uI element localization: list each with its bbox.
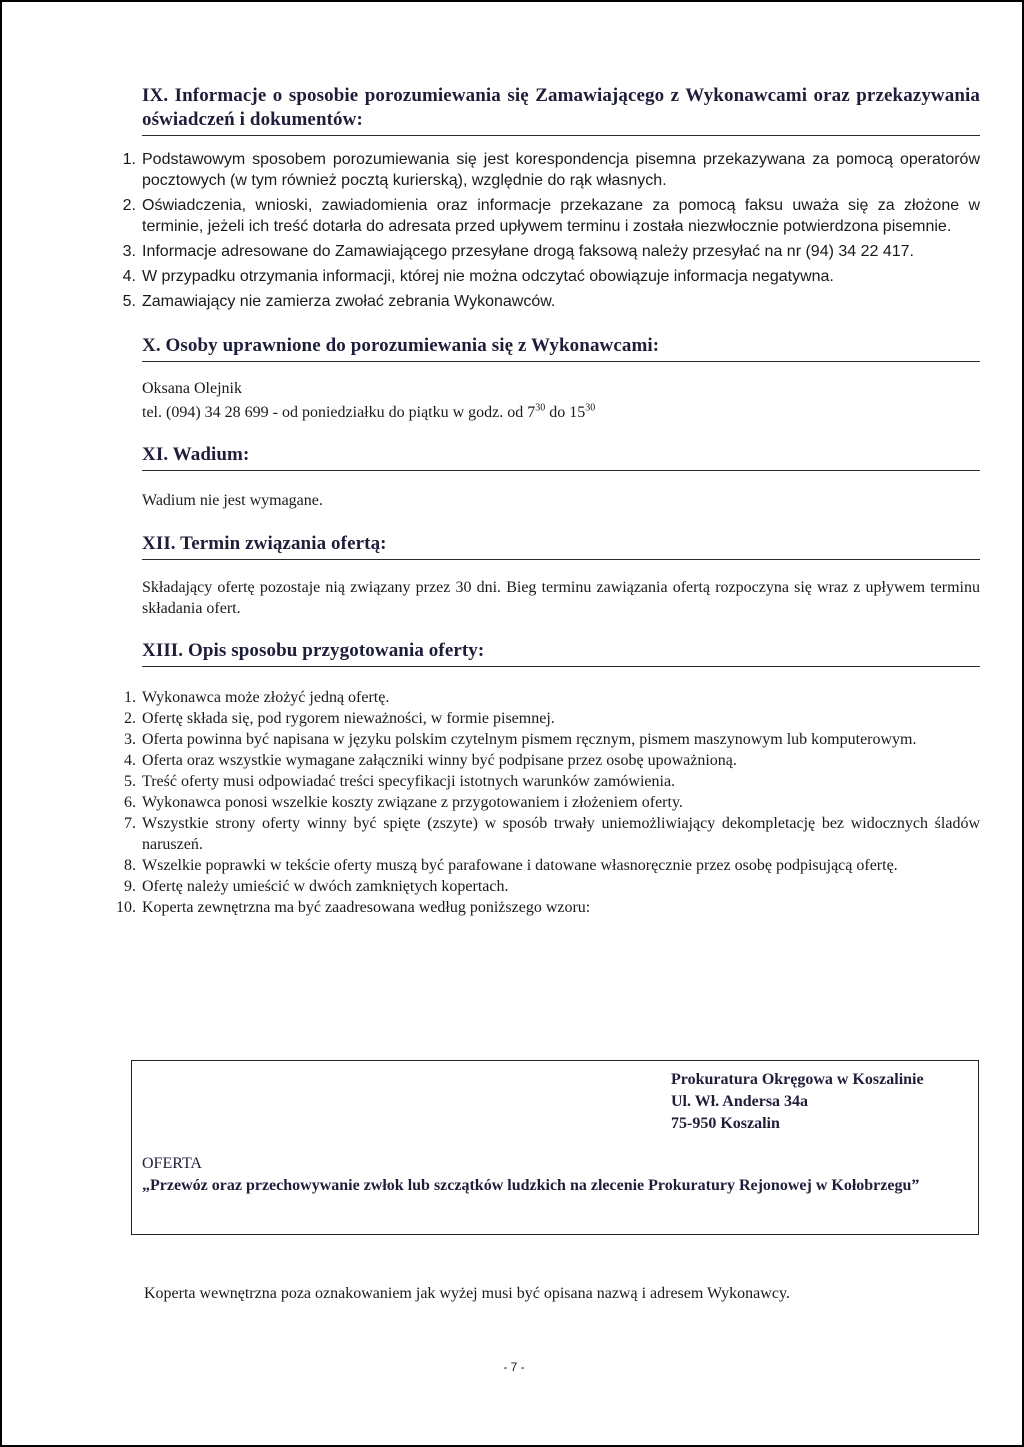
section-ix-heading: IX. Informacje o sposobie porozumiewania się Zamawiającego z Wykonawcami oraz przekazywania oświadczeń i dokumentów: <box>142 85 980 130</box>
offer-title: „Przewóz oraz przechowywanie zwłok lub szczątków ludzkich na zlecenie Prokuratury Rejonowej w Kołobrzegu” <box>142 1177 920 1194</box>
section-ix-list <box>122 149 980 312</box>
envelope-address <box>671 1069 924 1135</box>
section-x-rule <box>142 361 980 362</box>
page-number: - 7 - <box>503 1360 525 1374</box>
contact-phone-text: tel. (094) 34 28 699 - od poniedziałku do piątku w godz. od 7 <box>142 404 536 421</box>
list-item-text: Koperta zewnętrzna ma być zaadresowana według poniższego wzoru: <box>142 899 591 916</box>
list-item-text: Wszystkie strony oferty winny być spięte (zszyte) w sposób trwały uniemożliwiający dekompletację bez widocznych śladów naruszeń. <box>142 815 980 853</box>
list-item <box>116 897 980 918</box>
list-item-text: Oferta powinna być napisana w języku polskim czytelnym pismem ręcznym, pismem maszynowym lub komputerowym. <box>142 731 917 748</box>
list-item-number: 4. <box>124 752 136 769</box>
list-item-text: Oferta oraz wszystkie wymagane załączniki winny być podpisane przez osobę upoważnioną. <box>142 752 737 769</box>
list-item <box>124 813 980 855</box>
list-item-text: Podstawowym sposobem porozumiewania się jest korespondencja pisemna przekazywana za pomocą operatorów pocztowych (w tym również pocztą kurierską), względnie do rąk własnych. <box>142 151 980 189</box>
list-item-text: Zamawiający nie zamierza zwołać zebrania Wykonawców. <box>142 293 556 310</box>
list-item <box>124 792 980 813</box>
section-xi-rule <box>142 470 980 471</box>
section-xiii-rule <box>142 666 980 667</box>
list-item-text: Informacje adresowane do Zamawiającego przesyłane drogą faksową należy przesyłać na nr (94) 34 22 417. <box>142 243 914 260</box>
hour-start-minutes: 30 <box>535 402 546 414</box>
section-xiii-list <box>116 687 980 918</box>
envelope-template-box <box>131 1060 979 1235</box>
list-item-number: 4. <box>122 268 136 285</box>
list-item-number: 3. <box>124 731 136 748</box>
list-item-number: 1. <box>124 689 136 706</box>
list-item <box>122 241 980 262</box>
wadium-text: Wadium nie jest wymagane. <box>142 492 323 509</box>
contact-phone-text-mid: do 15 <box>545 404 586 421</box>
section-xiii-heading: XIII. Opis sposobu przygotowania oferty: <box>142 640 485 661</box>
section-x-heading: X. Osoby uprawnione do porozumiewania się z Wykonawcami: <box>142 335 660 356</box>
binding-period-text: Składający ofertę pozostaje nią związany przez 30 dni. Bieg terminu zawiązania ofertą rozpoczyna się wraz z upływem terminu składania ofert. <box>142 579 980 617</box>
list-item <box>124 855 980 876</box>
section-xi-heading: XI. Wadium: <box>142 444 250 465</box>
list-item <box>122 195 980 237</box>
list-item-number: 2. <box>122 197 136 214</box>
document-content <box>116 84 980 918</box>
list-item <box>124 876 980 897</box>
list-item-number: 10. <box>116 899 136 916</box>
address-line: 75-950 Koszalin <box>671 1115 780 1132</box>
list-item-number: 8. <box>124 857 136 874</box>
list-item-number: 2. <box>124 710 136 727</box>
list-item-text: Wykonawca może złożyć jedną ofertę. <box>142 689 390 706</box>
list-item-number: 6. <box>124 794 136 811</box>
envelope-offer <box>142 1153 962 1197</box>
inner-envelope-note: Koperta wewnętrzna poza oznakowaniem jak wyżej musi być opisana nazwą i adresem Wykonawcy. <box>144 1285 790 1302</box>
list-item-text: Wszelkie poprawki w tekście oferty muszą być parafowane i datowane własnoręcznie przez osobę podpisującą ofertę. <box>142 857 898 874</box>
section-xii-rule <box>142 559 980 560</box>
list-item-text: Wykonawca ponosi wszelkie koszty związane z przygotowaniem i złożeniem oferty. <box>142 794 683 811</box>
list-item <box>124 687 980 708</box>
list-item-text: Treść oferty musi odpowiadać treści specyfikacji istotnych warunków zamówienia. <box>142 773 676 790</box>
list-item <box>124 708 980 729</box>
list-item-number: 3. <box>122 243 136 260</box>
contact-name: Oksana Olejnik <box>142 380 242 397</box>
address-line: Prokuratura Okręgowa w Koszalinie <box>671 1071 924 1088</box>
address-line: Ul. Wł. Andersa 34a <box>671 1093 809 1110</box>
list-item-number: 5. <box>124 773 136 790</box>
hour-end-minutes: 30 <box>585 402 596 414</box>
offer-label: OFERTA <box>142 1155 202 1172</box>
section-ix-rule <box>142 135 980 136</box>
list-item <box>124 750 980 771</box>
list-item <box>124 771 980 792</box>
list-item-text: W przypadku otrzymania informacji, której nie można odczytać obowiązuje informacja negatywna. <box>142 268 834 285</box>
list-item-text: Oświadczenia, wnioski, zawiadomienia oraz informacje przekazane za pomocą faksu uważa się za złożone w terminie, jeżeli ich treść dotarła do adresata przed upływem terminu i została niezwłocznie potwierdzona pisemnie. <box>142 197 980 235</box>
list-item-number: 9. <box>124 878 136 895</box>
list-item-number: 5. <box>122 293 136 310</box>
list-item-text: Ofertę składa się, pod rygorem nieważności, w formie pisemnej. <box>142 710 555 727</box>
list-item <box>122 266 980 287</box>
list-item <box>122 149 980 191</box>
list-item-number: 1. <box>122 151 136 168</box>
section-xii-heading: XII. Termin związania ofertą: <box>142 533 387 554</box>
list-item <box>122 291 980 312</box>
list-item-text: Ofertę należy umieścić w dwóch zamkniętych kopertach. <box>142 878 509 895</box>
list-item-number: 7. <box>124 815 136 832</box>
list-item <box>124 729 980 750</box>
contact-phone <box>142 402 980 423</box>
